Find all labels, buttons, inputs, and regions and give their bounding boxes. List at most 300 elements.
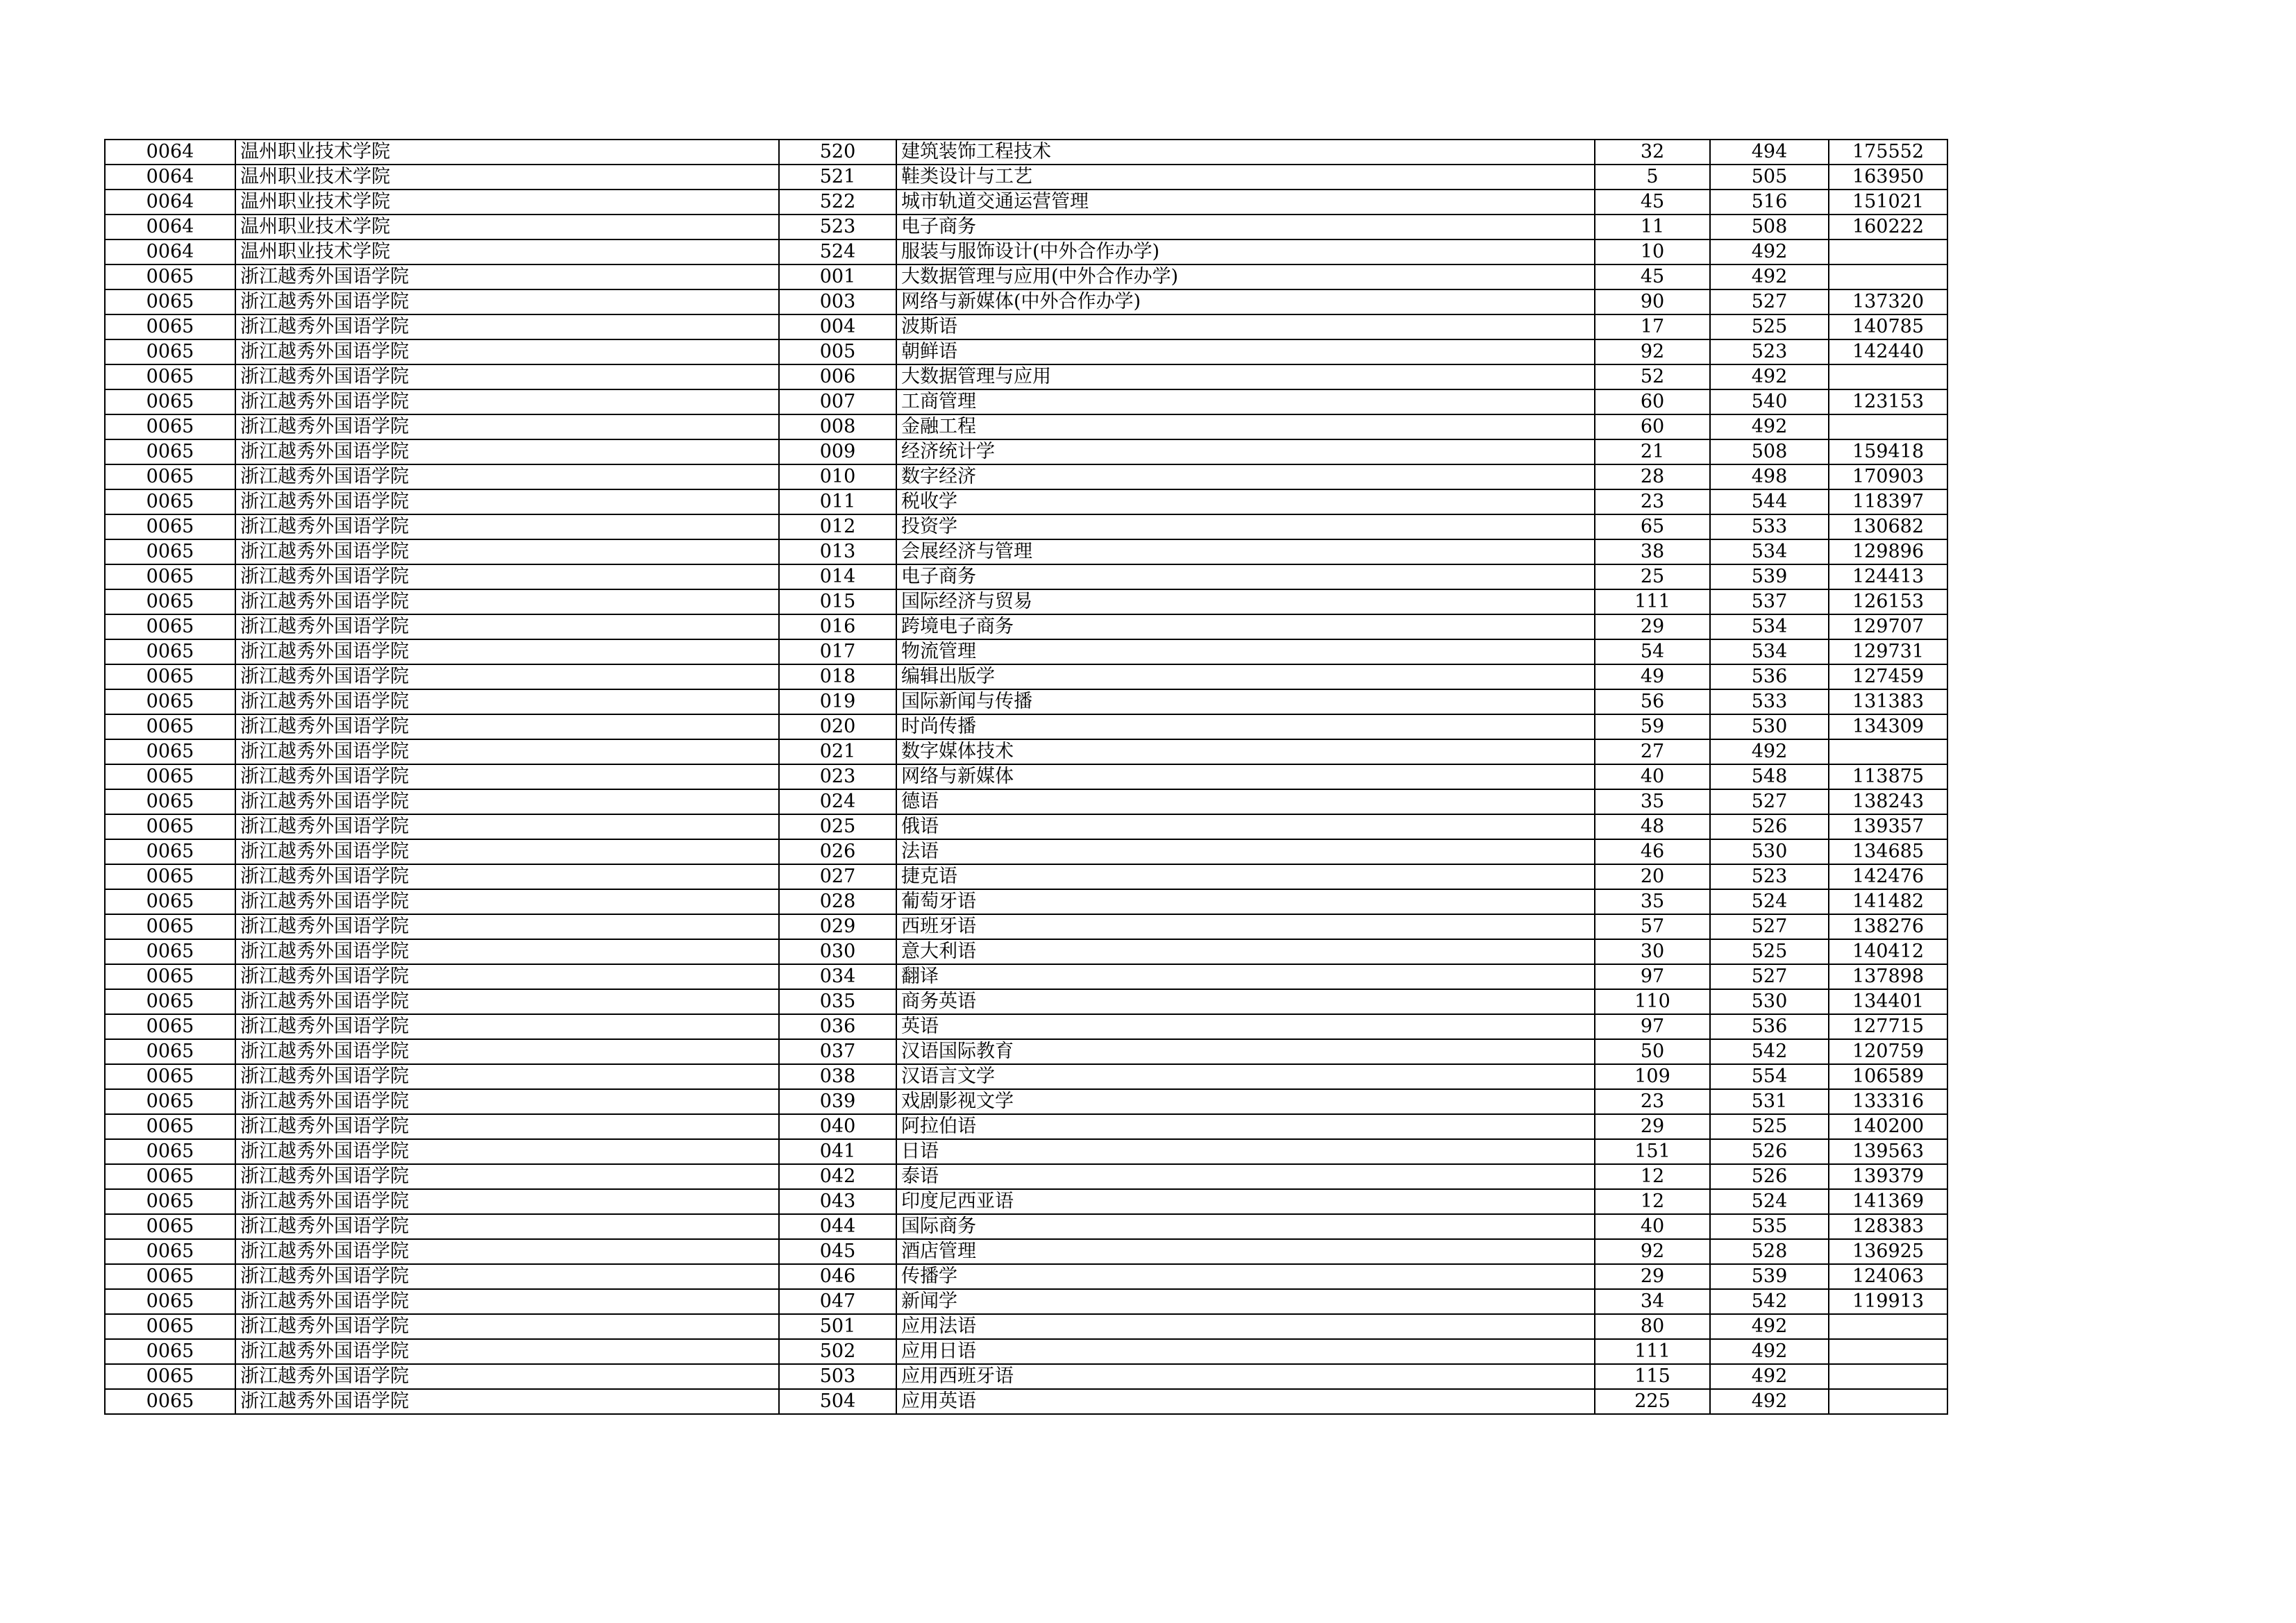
min-score-cell: 523 (1710, 339, 1829, 364)
school-code-cell: 0065 (105, 1114, 235, 1139)
min-rank-cell: 139563 (1829, 1139, 1947, 1164)
table-row (105, 364, 1947, 389)
table-row (105, 215, 1947, 239)
table-row (105, 839, 1947, 864)
table-row (105, 489, 1947, 514)
table-row (105, 1314, 1947, 1339)
min-score-cell: 526 (1710, 814, 1829, 839)
school-code-cell: 0065 (105, 564, 235, 589)
min-rank-cell: 128383 (1829, 1214, 1947, 1239)
min-score-cell: 492 (1710, 1364, 1829, 1389)
min-score-cell: 524 (1710, 1189, 1829, 1214)
major-code-cell: 011 (779, 489, 896, 514)
major-name-cell: 法语 (896, 839, 1595, 864)
school-code-cell: 0065 (105, 1214, 235, 1239)
school-name-cell: 浙江越秀外国语学院 (235, 864, 779, 889)
school-name-cell: 浙江越秀外国语学院 (235, 489, 779, 514)
major-code-cell: 501 (779, 1314, 896, 1339)
school-code-cell: 0065 (105, 1139, 235, 1164)
major-name-cell: 朝鲜语 (896, 339, 1595, 364)
major-code-cell: 017 (779, 639, 896, 664)
school-name-cell: 浙江越秀外国语学院 (235, 1314, 779, 1339)
school-name-cell: 浙江越秀外国语学院 (235, 664, 779, 689)
major-code-cell: 007 (779, 389, 896, 414)
plan-count-cell: 11 (1595, 215, 1710, 239)
min-rank-cell: 127715 (1829, 1014, 1947, 1039)
school-name-cell: 浙江越秀外国语学院 (235, 639, 779, 664)
min-score-cell: 492 (1710, 414, 1829, 439)
min-rank-cell (1829, 1314, 1947, 1339)
major-code-cell: 006 (779, 364, 896, 389)
plan-count-cell: 38 (1595, 539, 1710, 564)
school-code-cell: 0065 (105, 739, 235, 764)
min-rank-cell: 159418 (1829, 439, 1947, 464)
plan-count-cell: 90 (1595, 289, 1710, 314)
table-row (105, 589, 1947, 614)
min-rank-cell: 123153 (1829, 389, 1947, 414)
table-row (105, 165, 1947, 190)
min-score-cell: 530 (1710, 839, 1829, 864)
plan-count-cell: 40 (1595, 764, 1710, 789)
major-code-cell: 003 (779, 289, 896, 314)
plan-count-cell: 45 (1595, 264, 1710, 289)
min-rank-cell (1829, 414, 1947, 439)
school-code-cell: 0065 (105, 1314, 235, 1339)
table-row (105, 864, 1947, 889)
school-code-cell: 0065 (105, 1264, 235, 1289)
school-name-cell: 浙江越秀外国语学院 (235, 514, 779, 539)
major-name-cell: 税收学 (896, 489, 1595, 514)
major-code-cell: 524 (779, 239, 896, 264)
min-rank-cell (1829, 739, 1947, 764)
school-code-cell: 0065 (105, 314, 235, 339)
table-row (105, 1264, 1947, 1289)
min-rank-cell: 170903 (1829, 464, 1947, 489)
school-name-cell: 温州职业技术学院 (235, 239, 779, 264)
school-name-cell: 浙江越秀外国语学院 (235, 1114, 779, 1139)
school-code-cell: 0065 (105, 689, 235, 714)
min-score-cell: 531 (1710, 1089, 1829, 1114)
min-rank-cell: 129896 (1829, 539, 1947, 564)
table-row (105, 539, 1947, 564)
plan-count-cell: 57 (1595, 914, 1710, 939)
school-name-cell: 浙江越秀外国语学院 (235, 689, 779, 714)
school-name-cell: 浙江越秀外国语学院 (235, 364, 779, 389)
school-name-cell: 浙江越秀外国语学院 (235, 939, 779, 964)
major-code-cell: 503 (779, 1364, 896, 1389)
table-row (105, 1139, 1947, 1164)
table-row (105, 914, 1947, 939)
plan-count-cell: 27 (1595, 739, 1710, 764)
school-name-cell: 浙江越秀外国语学院 (235, 1089, 779, 1114)
school-code-cell: 0065 (105, 539, 235, 564)
min-score-cell: 526 (1710, 1139, 1829, 1164)
school-name-cell: 浙江越秀外国语学院 (235, 314, 779, 339)
min-score-cell: 533 (1710, 514, 1829, 539)
table-row (105, 289, 1947, 314)
plan-count-cell: 12 (1595, 1189, 1710, 1214)
min-rank-cell: 142476 (1829, 864, 1947, 889)
min-rank-cell: 151021 (1829, 190, 1947, 215)
school-name-cell: 浙江越秀外国语学院 (235, 289, 779, 314)
major-name-cell: 应用日语 (896, 1339, 1595, 1364)
table-row (105, 1164, 1947, 1189)
school-code-cell: 0065 (105, 489, 235, 514)
school-name-cell: 浙江越秀外国语学院 (235, 1014, 779, 1039)
major-code-cell: 005 (779, 339, 896, 364)
min-rank-cell: 139379 (1829, 1164, 1947, 1189)
min-score-cell: 525 (1710, 1114, 1829, 1139)
plan-count-cell: 92 (1595, 339, 1710, 364)
plan-count-cell: 23 (1595, 489, 1710, 514)
major-name-cell: 日语 (896, 1139, 1595, 1164)
min-rank-cell: 138243 (1829, 789, 1947, 814)
min-score-cell: 525 (1710, 939, 1829, 964)
major-code-cell: 042 (779, 1164, 896, 1189)
plan-count-cell: 54 (1595, 639, 1710, 664)
school-code-cell: 0065 (105, 264, 235, 289)
plan-count-cell: 34 (1595, 1289, 1710, 1314)
plan-count-cell: 59 (1595, 714, 1710, 739)
school-name-cell: 浙江越秀外国语学院 (235, 1239, 779, 1264)
table-row (105, 1039, 1947, 1064)
school-code-cell: 0065 (105, 439, 235, 464)
major-name-cell: 建筑装饰工程技术 (896, 140, 1595, 165)
major-name-cell: 城市轨道交通运营管理 (896, 190, 1595, 215)
major-name-cell: 网络与新媒体(中外合作办学) (896, 289, 1595, 314)
school-name-cell: 浙江越秀外国语学院 (235, 414, 779, 439)
major-name-cell: 跨境电子商务 (896, 614, 1595, 639)
major-name-cell: 金融工程 (896, 414, 1595, 439)
school-name-cell: 浙江越秀外国语学院 (235, 839, 779, 864)
min-rank-cell: 137898 (1829, 964, 1947, 989)
major-code-cell: 502 (779, 1339, 896, 1364)
table-row (105, 764, 1947, 789)
min-score-cell: 544 (1710, 489, 1829, 514)
major-code-cell: 045 (779, 1239, 896, 1264)
min-score-cell: 542 (1710, 1039, 1829, 1064)
major-code-cell: 026 (779, 839, 896, 864)
min-rank-cell: 113875 (1829, 764, 1947, 789)
school-code-cell: 0065 (105, 664, 235, 689)
major-code-cell: 046 (779, 1264, 896, 1289)
min-score-cell: 525 (1710, 314, 1829, 339)
school-code-cell: 0065 (105, 614, 235, 639)
school-name-cell: 浙江越秀外国语学院 (235, 1389, 779, 1414)
min-rank-cell: 142440 (1829, 339, 1947, 364)
min-score-cell: 492 (1710, 1314, 1829, 1339)
table-row (105, 1389, 1947, 1414)
min-rank-cell: 138276 (1829, 914, 1947, 939)
major-code-cell: 013 (779, 539, 896, 564)
school-code-cell: 0065 (105, 1164, 235, 1189)
table-row (105, 514, 1947, 539)
min-rank-cell (1829, 364, 1947, 389)
major-code-cell: 040 (779, 1114, 896, 1139)
major-name-cell: 俄语 (896, 814, 1595, 839)
min-score-cell: 536 (1710, 664, 1829, 689)
major-name-cell: 工商管理 (896, 389, 1595, 414)
plan-count-cell: 35 (1595, 789, 1710, 814)
major-code-cell: 521 (779, 165, 896, 190)
major-name-cell: 汉语国际教育 (896, 1039, 1595, 1064)
table-row (105, 664, 1947, 689)
min-rank-cell: 140200 (1829, 1114, 1947, 1139)
table-row (105, 314, 1947, 339)
plan-count-cell: 17 (1595, 314, 1710, 339)
min-score-cell: 505 (1710, 165, 1829, 190)
major-name-cell: 时尚传播 (896, 714, 1595, 739)
min-score-cell: 534 (1710, 639, 1829, 664)
plan-count-cell: 29 (1595, 1264, 1710, 1289)
school-name-cell: 浙江越秀外国语学院 (235, 989, 779, 1014)
plan-count-cell: 225 (1595, 1389, 1710, 1414)
min-rank-cell: 124413 (1829, 564, 1947, 589)
major-code-cell: 023 (779, 764, 896, 789)
major-name-cell: 服装与服饰设计(中外合作办学) (896, 239, 1595, 264)
table-row (105, 464, 1947, 489)
school-code-cell: 0065 (105, 964, 235, 989)
major-name-cell: 会展经济与管理 (896, 539, 1595, 564)
min-score-cell: 492 (1710, 364, 1829, 389)
school-code-cell: 0065 (105, 1239, 235, 1264)
min-rank-cell: 127459 (1829, 664, 1947, 689)
major-name-cell: 大数据管理与应用(中外合作办学) (896, 264, 1595, 289)
major-code-cell: 029 (779, 914, 896, 939)
major-code-cell: 034 (779, 964, 896, 989)
school-name-cell: 温州职业技术学院 (235, 215, 779, 239)
min-rank-cell: 106589 (1829, 1064, 1947, 1089)
school-code-cell: 0065 (105, 1014, 235, 1039)
plan-count-cell: 50 (1595, 1039, 1710, 1064)
min-score-cell: 530 (1710, 989, 1829, 1014)
major-code-cell: 024 (779, 789, 896, 814)
plan-count-cell: 12 (1595, 1164, 1710, 1189)
min-rank-cell (1829, 239, 1947, 264)
plan-count-cell: 40 (1595, 1214, 1710, 1239)
plan-count-cell: 111 (1595, 589, 1710, 614)
school-name-cell: 浙江越秀外国语学院 (235, 1189, 779, 1214)
major-name-cell: 葡萄牙语 (896, 889, 1595, 914)
table-row (105, 1064, 1947, 1089)
major-name-cell: 德语 (896, 789, 1595, 814)
major-name-cell: 汉语言文学 (896, 1064, 1595, 1089)
school-code-cell: 0065 (105, 939, 235, 964)
min-rank-cell: 136925 (1829, 1239, 1947, 1264)
major-code-cell: 523 (779, 215, 896, 239)
major-name-cell: 阿拉伯语 (896, 1114, 1595, 1139)
school-code-cell: 0065 (105, 1189, 235, 1214)
plan-count-cell: 48 (1595, 814, 1710, 839)
plan-count-cell: 60 (1595, 389, 1710, 414)
min-rank-cell: 139357 (1829, 814, 1947, 839)
table-row (105, 1214, 1947, 1239)
min-rank-cell: 140785 (1829, 314, 1947, 339)
major-name-cell: 物流管理 (896, 639, 1595, 664)
min-score-cell: 530 (1710, 714, 1829, 739)
min-score-cell: 492 (1710, 739, 1829, 764)
school-name-cell: 温州职业技术学院 (235, 140, 779, 165)
min-rank-cell (1829, 264, 1947, 289)
table-row (105, 1089, 1947, 1114)
plan-count-cell: 92 (1595, 1239, 1710, 1264)
min-score-cell: 508 (1710, 215, 1829, 239)
school-name-cell: 浙江越秀外国语学院 (235, 614, 779, 639)
plan-count-cell: 65 (1595, 514, 1710, 539)
table-row (105, 739, 1947, 764)
min-score-cell: 540 (1710, 389, 1829, 414)
admission-table (104, 139, 1948, 1415)
major-code-cell: 009 (779, 439, 896, 464)
min-score-cell: 526 (1710, 1164, 1829, 1189)
table-row (105, 414, 1947, 439)
major-name-cell: 国际经济与贸易 (896, 589, 1595, 614)
min-rank-cell (1829, 1389, 1947, 1414)
min-rank-cell: 141482 (1829, 889, 1947, 914)
min-score-cell: 492 (1710, 264, 1829, 289)
min-rank-cell: 160222 (1829, 215, 1947, 239)
school-code-cell: 0065 (105, 464, 235, 489)
table-row (105, 190, 1947, 215)
school-code-cell: 0064 (105, 165, 235, 190)
major-code-cell: 035 (779, 989, 896, 1014)
major-name-cell: 大数据管理与应用 (896, 364, 1595, 389)
school-name-cell: 浙江越秀外国语学院 (235, 1139, 779, 1164)
plan-count-cell: 110 (1595, 989, 1710, 1014)
plan-count-cell: 115 (1595, 1364, 1710, 1389)
table-row (105, 789, 1947, 814)
plan-count-cell: 56 (1595, 689, 1710, 714)
min-score-cell: 528 (1710, 1239, 1829, 1264)
min-rank-cell: 118397 (1829, 489, 1947, 514)
min-rank-cell: 133316 (1829, 1089, 1947, 1114)
major-code-cell: 027 (779, 864, 896, 889)
school-name-cell: 浙江越秀外国语学院 (235, 339, 779, 364)
table-row (105, 1339, 1947, 1364)
major-code-cell: 021 (779, 739, 896, 764)
major-name-cell: 应用英语 (896, 1389, 1595, 1414)
school-code-cell: 0065 (105, 389, 235, 414)
major-code-cell: 039 (779, 1089, 896, 1114)
school-code-cell: 0065 (105, 414, 235, 439)
major-name-cell: 鞋类设计与工艺 (896, 165, 1595, 190)
plan-count-cell: 21 (1595, 439, 1710, 464)
major-code-cell: 015 (779, 589, 896, 614)
school-name-cell: 浙江越秀外国语学院 (235, 1264, 779, 1289)
school-name-cell: 温州职业技术学院 (235, 165, 779, 190)
table-row (105, 964, 1947, 989)
min-rank-cell: 175552 (1829, 140, 1947, 165)
major-name-cell: 英语 (896, 1014, 1595, 1039)
major-name-cell: 网络与新媒体 (896, 764, 1595, 789)
school-code-cell: 0065 (105, 1289, 235, 1314)
min-score-cell: 508 (1710, 439, 1829, 464)
school-code-cell: 0065 (105, 1364, 235, 1389)
major-code-cell: 520 (779, 140, 896, 165)
min-rank-cell: 163950 (1829, 165, 1947, 190)
school-code-cell: 0065 (105, 864, 235, 889)
school-name-cell: 浙江越秀外国语学院 (235, 264, 779, 289)
major-name-cell: 新闻学 (896, 1289, 1595, 1314)
school-name-cell: 浙江越秀外国语学院 (235, 1064, 779, 1089)
min-rank-cell: 129707 (1829, 614, 1947, 639)
major-name-cell: 数字经济 (896, 464, 1595, 489)
major-code-cell: 041 (779, 1139, 896, 1164)
major-code-cell: 012 (779, 514, 896, 539)
min-score-cell: 527 (1710, 789, 1829, 814)
min-score-cell: 527 (1710, 914, 1829, 939)
min-rank-cell: 129731 (1829, 639, 1947, 664)
major-code-cell: 504 (779, 1389, 896, 1414)
plan-count-cell: 10 (1595, 239, 1710, 264)
school-code-cell: 0065 (105, 839, 235, 864)
school-code-cell: 0065 (105, 514, 235, 539)
school-name-cell: 浙江越秀外国语学院 (235, 789, 779, 814)
school-code-cell: 0065 (105, 764, 235, 789)
min-score-cell: 523 (1710, 864, 1829, 889)
plan-count-cell: 35 (1595, 889, 1710, 914)
major-name-cell: 戏剧影视文学 (896, 1089, 1595, 1114)
major-name-cell: 商务英语 (896, 989, 1595, 1014)
school-name-cell: 浙江越秀外国语学院 (235, 889, 779, 914)
min-rank-cell: 137320 (1829, 289, 1947, 314)
table-row (105, 1014, 1947, 1039)
school-name-cell: 浙江越秀外国语学院 (235, 589, 779, 614)
table-row (105, 989, 1947, 1014)
major-code-cell: 018 (779, 664, 896, 689)
school-name-cell: 浙江越秀外国语学院 (235, 1289, 779, 1314)
min-score-cell: 536 (1710, 1014, 1829, 1039)
min-rank-cell: 120759 (1829, 1039, 1947, 1064)
min-rank-cell: 141369 (1829, 1189, 1947, 1214)
min-score-cell: 492 (1710, 1389, 1829, 1414)
table-row (105, 714, 1947, 739)
major-code-cell: 043 (779, 1189, 896, 1214)
school-code-cell: 0064 (105, 190, 235, 215)
school-name-cell: 浙江越秀外国语学院 (235, 1164, 779, 1189)
min-score-cell: 533 (1710, 689, 1829, 714)
major-name-cell: 意大利语 (896, 939, 1595, 964)
plan-count-cell: 109 (1595, 1064, 1710, 1089)
table-row (105, 689, 1947, 714)
min-score-cell: 527 (1710, 964, 1829, 989)
school-code-cell: 0065 (105, 889, 235, 914)
plan-count-cell: 32 (1595, 140, 1710, 165)
major-name-cell: 投资学 (896, 514, 1595, 539)
school-code-cell: 0065 (105, 1339, 235, 1364)
major-code-cell: 522 (779, 190, 896, 215)
min-score-cell: 554 (1710, 1064, 1829, 1089)
major-code-cell: 037 (779, 1039, 896, 1064)
plan-count-cell: 29 (1595, 1114, 1710, 1139)
min-score-cell: 548 (1710, 764, 1829, 789)
table-row (105, 1289, 1947, 1314)
min-rank-cell: 131383 (1829, 689, 1947, 714)
major-name-cell: 波斯语 (896, 314, 1595, 339)
school-code-cell: 0064 (105, 239, 235, 264)
major-name-cell: 应用法语 (896, 1314, 1595, 1339)
major-name-cell: 酒店管理 (896, 1239, 1595, 1264)
major-code-cell: 028 (779, 889, 896, 914)
table-row (105, 239, 1947, 264)
min-rank-cell: 140412 (1829, 939, 1947, 964)
school-code-cell: 0065 (105, 589, 235, 614)
min-score-cell: 524 (1710, 889, 1829, 914)
min-rank-cell: 134401 (1829, 989, 1947, 1014)
major-name-cell: 电子商务 (896, 215, 1595, 239)
school-code-cell: 0065 (105, 1089, 235, 1114)
plan-count-cell: 45 (1595, 190, 1710, 215)
